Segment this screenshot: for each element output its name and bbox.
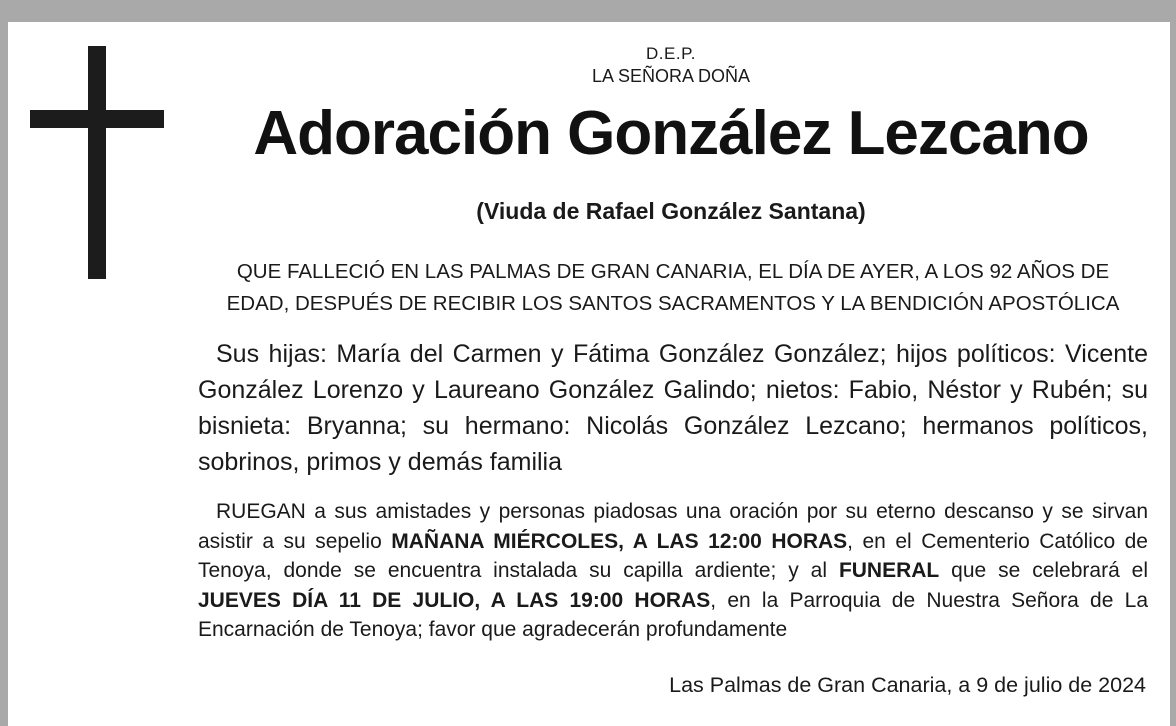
cross-icon	[30, 46, 164, 279]
death-announcement-line-2: EDAD, DESPUÉS DE RECIBIR LOS SANTOS SACRAMENTOS Y LA BENDICIÓN APOSTÓLICA	[226, 292, 1120, 315]
death-announcement-line-1: QUE FALLECIÓ EN LAS PALMAS DE GRAN CANARIA, EL DÍA DE AYER, A LOS 92 AÑOS DE	[236, 260, 1110, 283]
request-text-2: , en el Cementerio Católico de Tenoya, donde se encuentra instalada su capilla ardiente; y al	[198, 529, 1148, 582]
funeral-datetime: JUEVES DÍA 11 DE JULIO, A LAS 19:00 HORAS	[198, 588, 711, 612]
dep-label: D.E.P.	[646, 44, 696, 63]
cross-vertical-bar	[88, 46, 106, 279]
place-and-date: Las Palmas de Gran Canaria, a 9 de julio de 2024	[669, 673, 1146, 697]
request-paragraph	[198, 497, 1148, 645]
funeral-label: FUNERAL	[838, 559, 940, 582]
request-text-3: que se celebrará el	[939, 559, 1148, 582]
deceased-name: Adoración González Lezcano	[253, 99, 1089, 168]
widow-of: (Viuda de Rafael González Santana)	[476, 198, 866, 224]
request-text-4: , en la Parroquia de Nuestra Señora de La Encarnación de Tenoya; favor que agradecerán profundamente	[198, 588, 1149, 641]
burial-datetime: MAÑANA MIÉRCOLES, A LAS 12:00 HORAS	[391, 529, 848, 553]
title-prefix: LA SEÑORA DOÑA	[591, 66, 751, 86]
death-announcement	[200, 256, 1146, 320]
request-text-1: RUEGAN a sus amistades y personas piadosas una oración por su eterno descanso y se sirvan asistir a su sepelio	[198, 500, 1148, 553]
cross-horizontal-bar	[30, 110, 164, 128]
family-paragraph: Sus hijas: María del Carmen y Fátima González González; hijos políticos: Vicente González Lorenzo y Laureano González Galindo; nietos: Fabio, Néstor y Rubén; su bisnieta: Bryanna; su hermano: Nicolás González Lezcano; hermanos políticos, sobrinos, primos y demás familia	[198, 340, 1148, 476]
